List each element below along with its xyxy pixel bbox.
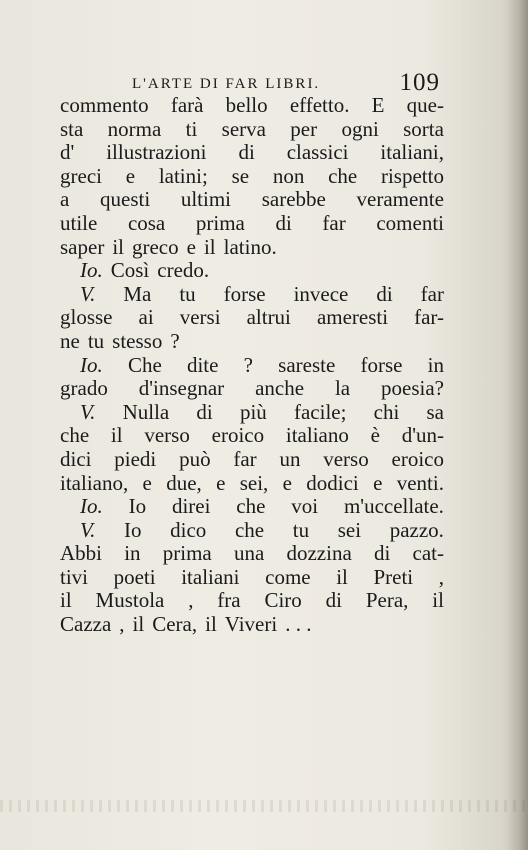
word: tu	[292, 517, 310, 542]
word: Viveri	[224, 612, 278, 637]
text-line	[60, 401, 444, 425]
text-line	[60, 542, 444, 566]
word: sorta	[403, 116, 444, 141]
page-bottom-wear	[0, 800, 528, 812]
word: è	[370, 423, 380, 448]
word: di	[373, 541, 391, 566]
text-line	[60, 188, 444, 212]
word: Che	[127, 352, 162, 377]
word: tu	[179, 281, 196, 306]
word: far-	[414, 305, 444, 330]
speaker-label: Io.	[80, 494, 103, 519]
word: pazzo.	[389, 517, 444, 542]
text-line	[60, 354, 444, 378]
word: in	[124, 541, 141, 566]
word: verso	[323, 446, 369, 471]
text-line	[60, 472, 444, 496]
word: e	[142, 470, 152, 495]
word: Così	[110, 258, 150, 283]
word: come	[265, 564, 311, 589]
word: ,	[438, 564, 444, 589]
word: la	[334, 376, 351, 401]
word: Cazza	[60, 612, 112, 637]
word: d'insegnar	[138, 376, 225, 401]
word: sta	[60, 116, 84, 141]
text-line	[60, 141, 444, 165]
word: fra	[217, 588, 241, 613]
word: veramente	[356, 187, 444, 212]
word: Nulla	[122, 399, 170, 424]
word: due,	[166, 470, 202, 495]
word: e	[216, 470, 226, 495]
word: di	[376, 281, 393, 306]
page-number: 109	[399, 69, 440, 96]
text-line	[60, 495, 444, 519]
speaker-label: V.	[80, 281, 96, 306]
word: d'un-	[401, 423, 444, 448]
word: per	[290, 116, 318, 141]
word: prima	[195, 210, 245, 235]
word: facile;	[293, 399, 347, 424]
word: dite	[186, 352, 219, 377]
word: ?	[243, 352, 253, 377]
word: illustrazioni	[106, 140, 207, 165]
word: tivi	[60, 564, 89, 589]
word: eroico	[211, 423, 265, 448]
text-line	[60, 306, 444, 330]
word: e	[282, 470, 292, 495]
word: chi	[373, 399, 400, 424]
word: può	[179, 446, 211, 471]
word: più	[239, 399, 267, 424]
word: a	[60, 187, 70, 212]
word: greco	[131, 234, 179, 259]
word: versi	[179, 305, 221, 330]
word: ameresti	[316, 305, 389, 330]
word: italiani	[181, 564, 240, 589]
word: E	[371, 93, 385, 117]
word: il	[112, 234, 124, 259]
word: Preti	[373, 564, 414, 589]
word: credo.	[157, 258, 210, 283]
word: ne	[60, 328, 80, 353]
word: farà	[170, 93, 204, 117]
speaker-label: Io.	[80, 258, 103, 283]
word: sei	[337, 517, 362, 542]
word: altrui	[246, 305, 291, 330]
word: dici	[60, 446, 92, 471]
speaker-label: V.	[80, 517, 96, 542]
word: direi	[171, 494, 211, 519]
speaker-label: Io.	[80, 352, 103, 377]
word: venti.	[396, 470, 444, 495]
word: saper	[60, 234, 105, 259]
word: che	[60, 423, 90, 448]
word: questi	[100, 187, 151, 212]
word: italiani,	[380, 140, 444, 165]
word: sareste	[278, 352, 336, 377]
text-line	[60, 212, 444, 236]
page-edge-shadow	[506, 0, 528, 850]
word: anche	[255, 376, 305, 401]
word: non	[272, 163, 305, 188]
word: verso	[144, 423, 190, 448]
word: dico	[170, 517, 207, 542]
word: Abbi	[60, 541, 102, 566]
word: una	[233, 541, 265, 566]
word: far	[233, 446, 257, 471]
word: Cera,	[152, 612, 198, 637]
word: effetto.	[289, 93, 350, 117]
word: rispetto	[380, 163, 444, 188]
word: latini;	[158, 163, 208, 188]
text-line	[60, 377, 444, 401]
word: far	[322, 210, 346, 235]
text-line	[60, 448, 444, 472]
speaker-label: V.	[80, 399, 96, 424]
word: eroico	[391, 446, 444, 471]
word: ,	[119, 612, 125, 637]
word: greci	[60, 163, 102, 188]
word: . . .	[285, 612, 312, 637]
text-line	[60, 283, 444, 307]
word: piedi	[114, 446, 157, 471]
word: dodici	[306, 470, 359, 495]
text-line	[60, 424, 444, 448]
text-line	[60, 519, 444, 543]
text-line	[60, 165, 444, 189]
word: di	[238, 140, 255, 165]
word: in	[427, 352, 444, 377]
running-title: L'ARTE DI FAR LIBRI.	[132, 76, 321, 92]
word: comenti	[376, 210, 444, 235]
word: di	[325, 588, 342, 613]
word: serva	[221, 116, 266, 141]
text-line	[60, 236, 444, 260]
word: que-	[406, 93, 444, 117]
text-line	[60, 118, 444, 142]
word: che	[236, 494, 266, 519]
word: sa	[426, 399, 444, 424]
word: ?	[170, 328, 180, 353]
word: ai	[138, 305, 154, 330]
word: ogni	[341, 116, 379, 141]
word: e	[186, 234, 196, 259]
body-text	[60, 94, 444, 637]
text-line	[60, 259, 444, 283]
word: italiano	[285, 423, 349, 448]
word: forse	[360, 352, 403, 377]
word: il	[336, 564, 348, 589]
word: sei,	[239, 470, 269, 495]
word: m'uccellate.	[343, 494, 444, 519]
word: cat-	[412, 541, 444, 566]
text-line	[60, 589, 444, 613]
word: il	[110, 423, 123, 448]
word: utile	[60, 210, 98, 235]
word: il	[205, 612, 217, 637]
word: e	[125, 163, 136, 188]
word: far	[420, 281, 444, 306]
word: se	[231, 163, 250, 188]
word: Ciro	[264, 588, 302, 613]
word: classici	[286, 140, 349, 165]
text-line	[60, 613, 444, 637]
word: latino.	[223, 234, 277, 259]
word: ultimi	[180, 187, 232, 212]
word: d'	[60, 140, 75, 165]
word: prima	[162, 541, 212, 566]
word: Pera,	[365, 588, 409, 613]
word: glosse	[60, 305, 113, 330]
word: poeti	[113, 564, 156, 589]
word: sarebbe	[261, 187, 326, 212]
word: bello	[225, 93, 268, 117]
word: il	[60, 588, 72, 613]
word: Io	[128, 494, 147, 519]
word: poesia?	[381, 376, 444, 401]
word: il	[203, 234, 216, 259]
word: di	[275, 210, 292, 235]
word: cosa	[127, 210, 166, 235]
word: un	[279, 446, 301, 471]
word: di	[196, 399, 213, 424]
word: Io	[124, 517, 142, 542]
word: il	[132, 612, 145, 637]
word: forse	[223, 281, 266, 306]
word: grado	[60, 376, 108, 401]
word: stesso	[112, 328, 163, 353]
word: Mustola	[95, 588, 165, 613]
word: ,	[188, 588, 194, 613]
word: commento	[60, 93, 149, 117]
word: norma	[107, 116, 162, 141]
word: Ma	[123, 281, 152, 306]
word: e	[373, 470, 383, 495]
text-line	[60, 330, 444, 354]
word: italiano,	[60, 470, 129, 495]
word: ti	[185, 116, 198, 141]
word: il	[432, 588, 444, 613]
text-line	[60, 94, 444, 118]
word: voi	[291, 494, 319, 519]
word: che	[328, 163, 358, 188]
text-line	[60, 566, 444, 590]
word: tu	[87, 328, 105, 353]
word: invece	[293, 281, 349, 306]
word: dozzina	[286, 541, 352, 566]
word: che	[234, 517, 265, 542]
